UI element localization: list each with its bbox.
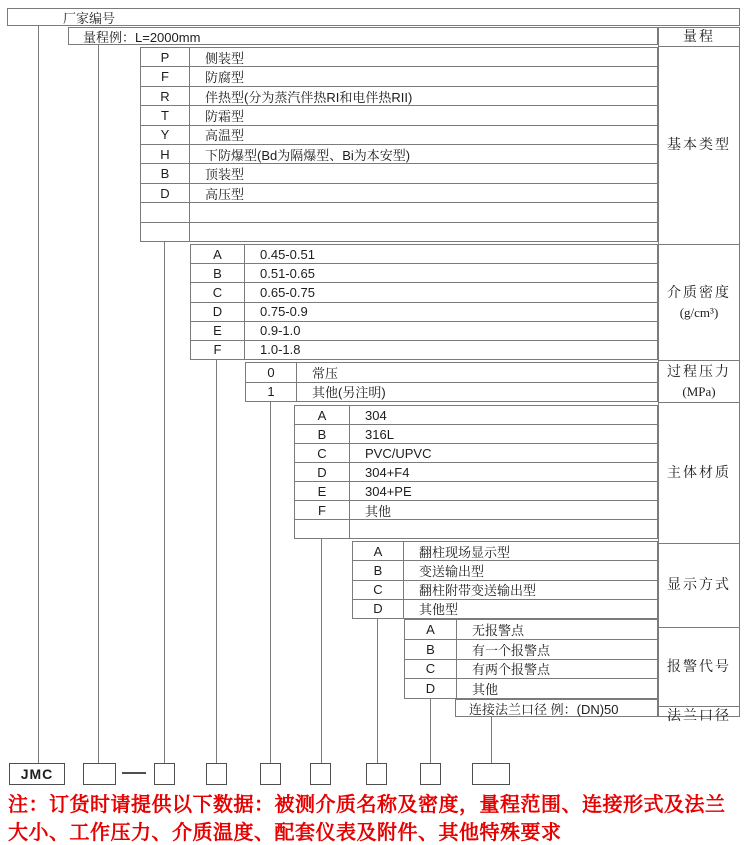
code-cell: A: [405, 620, 457, 639]
code-cell: D: [405, 679, 457, 698]
code-cell: H: [141, 145, 190, 163]
desc-cell: 侧装型: [205, 50, 245, 66]
code-cell: D: [295, 463, 350, 481]
connector-line: [98, 45, 99, 763]
section-display-mode-table: [352, 541, 658, 619]
desc-cell: 翻柱现场显示型: [419, 544, 511, 560]
table-row: [141, 48, 657, 66]
table-row: [141, 144, 657, 163]
category-label-range: 量程: [659, 28, 739, 47]
desc-cell: 有两个报警点: [472, 662, 551, 678]
code-box-display-mode: [366, 763, 387, 785]
desc-cell: 翻柱附带变送输出型: [419, 583, 537, 599]
code-box-basic-type: [154, 763, 175, 785]
table-row: [191, 245, 657, 263]
connector-line: [491, 716, 492, 763]
table-row: [353, 542, 657, 560]
desc-cell: 304+F4: [365, 464, 410, 480]
manufacturer-code-label: 厂家编号: [63, 10, 116, 26]
category-label-process-pressure: 过程压力 (MPa): [659, 361, 739, 403]
category-label-flange: 法兰口径: [667, 708, 731, 724]
code-cell: F: [295, 501, 350, 519]
code-cell: A: [191, 245, 245, 263]
code-cell: B: [295, 425, 350, 443]
code-box-flange: [472, 763, 510, 785]
desc-cell: 防霜型: [205, 108, 245, 124]
code-cell: B: [405, 640, 457, 659]
desc-cell: 变送输出型: [419, 563, 485, 579]
connector-line: [164, 242, 165, 763]
desc-cell: 0.75-0.9: [260, 304, 308, 320]
desc-cell: 高温型: [205, 128, 245, 144]
code-cell: P: [141, 48, 190, 66]
code-cell: D: [191, 303, 245, 321]
desc-cell: [190, 223, 657, 241]
table-row: [191, 282, 657, 301]
manufacturer-code-bar: [7, 8, 740, 26]
code-box-range: [83, 763, 116, 785]
desc-cell: 无报警点: [472, 622, 525, 638]
desc-cell: PVC/UPVC: [365, 445, 432, 461]
code-cell: F: [191, 341, 245, 359]
code-cell: D: [353, 600, 404, 618]
desc-cell: 0.9-1.0: [260, 323, 301, 339]
desc-cell: [350, 520, 657, 538]
table-row: [141, 163, 657, 182]
desc-cell: 高压型: [205, 186, 245, 202]
table-row: [405, 678, 657, 698]
desc-cell: 其他: [365, 503, 392, 519]
section-basic-type-table: [140, 47, 658, 242]
desc-cell: [190, 203, 657, 221]
range-example-bar: [68, 27, 658, 45]
table-row: [191, 302, 657, 321]
table-row: [295, 462, 657, 481]
table-row: [295, 500, 657, 519]
code-cell: T: [141, 106, 190, 124]
table-row: [191, 263, 657, 282]
connector-line: [377, 619, 378, 763]
desc-cell: 伴热型(分为蒸汽伴热RI和电伴热RII): [205, 89, 413, 105]
table-row: [295, 519, 657, 538]
desc-cell: 下防爆型(Bd为隔爆型、Bi为本安型): [205, 147, 411, 163]
table-row: [405, 659, 657, 679]
table-row: [141, 222, 657, 241]
desc-cell: 304: [365, 407, 387, 423]
desc-cell: 其他型: [419, 602, 459, 618]
code-cell: 1: [246, 383, 297, 402]
code-cell: Y: [141, 126, 190, 144]
category-label-medium-density: 介质密度 (g/cm³): [659, 245, 739, 361]
desc-cell: 1.0-1.8: [260, 342, 301, 358]
code-cell: 0: [246, 363, 297, 382]
desc-cell: 0.45-0.51: [260, 246, 315, 262]
range-example-label: 量程例：L=2000mm: [83, 29, 201, 45]
order-note: [8, 791, 748, 845]
table-row: [191, 340, 657, 359]
section-medium-density-table: [190, 244, 658, 360]
section-process-pressure-table: [245, 362, 658, 402]
connector-line: [216, 360, 217, 763]
code-cell: C: [191, 283, 245, 301]
table-row: [353, 599, 657, 618]
code-cell: A: [295, 406, 350, 424]
code-box-process-pressure: [260, 763, 281, 785]
code-box-alarm-code: [420, 763, 441, 785]
category-label-body-material: 主体材质: [659, 403, 739, 544]
order-note-line1: 注：订货时请提供以下数据：被测介质名称及密度，量程范围、连接形式及法兰: [8, 794, 726, 816]
category-label-alarm-code: 报警代号: [659, 628, 739, 707]
table-row: [191, 321, 657, 340]
code-cell: [141, 223, 190, 241]
connector-line: [321, 539, 322, 763]
code-cell: E: [191, 322, 245, 340]
desc-cell: 有一个报警点: [472, 642, 551, 658]
table-row: [295, 424, 657, 443]
code-box-jmc: JMC: [9, 763, 65, 785]
code-cell: A: [353, 542, 404, 560]
desc-cell: 0.65-0.75: [260, 284, 315, 300]
desc-cell: 防腐型: [205, 70, 245, 86]
connector-line: [430, 699, 431, 763]
code-cell: C: [353, 581, 404, 599]
table-row: [405, 620, 657, 639]
desc-cell: 常压: [312, 365, 339, 381]
code-cell: R: [141, 87, 190, 105]
code-cell: D: [141, 184, 190, 202]
connector-line: [270, 402, 271, 763]
desc-cell: 304+PE: [365, 483, 412, 499]
table-row: [295, 443, 657, 462]
separator-dash: [122, 772, 146, 774]
table-row: [405, 639, 657, 659]
table-row: [295, 406, 657, 424]
table-row: [141, 202, 657, 221]
order-note-line2: 大小、工作压力、介质温度、配套仪表及附件、其他特殊要求: [8, 822, 562, 844]
section-alarm-code-table: [404, 619, 658, 699]
table-row: [141, 105, 657, 124]
flange-size-row: [455, 699, 658, 717]
category-label-column: [658, 27, 740, 724]
table-row: [353, 560, 657, 579]
table-row: [141, 183, 657, 202]
code-cell: [295, 520, 350, 538]
code-cell: E: [295, 482, 350, 500]
category-label-display-mode: 显示方式: [659, 544, 739, 628]
desc-cell: 其他(另注明): [312, 385, 386, 401]
table-row: [141, 66, 657, 85]
table-row: [246, 382, 657, 402]
category-label-basic-type: 基本类型: [659, 47, 739, 245]
table-row: [141, 125, 657, 144]
code-cell: B: [191, 264, 245, 282]
code-cell: C: [295, 444, 350, 462]
flange-size-text: 连接法兰口径 例：(DN)50: [469, 701, 619, 717]
table-row: [141, 86, 657, 105]
table-row: [295, 481, 657, 500]
desc-cell: 其他: [472, 682, 499, 698]
desc-cell: 0.51-0.65: [260, 265, 315, 281]
table-row: [246, 363, 657, 382]
desc-cell: 顶装型: [205, 167, 245, 183]
code-cell: B: [353, 561, 404, 579]
connector-line: [38, 26, 39, 763]
table-row: [353, 580, 657, 599]
code-cell: [141, 203, 190, 221]
code-box-medium-density: [206, 763, 227, 785]
desc-cell: 316L: [365, 426, 394, 442]
code-cell: B: [141, 164, 190, 182]
code-cell: F: [141, 67, 190, 85]
code-cell: C: [405, 660, 457, 679]
code-box-body-material: [310, 763, 331, 785]
section-body-material-table: [294, 405, 658, 539]
